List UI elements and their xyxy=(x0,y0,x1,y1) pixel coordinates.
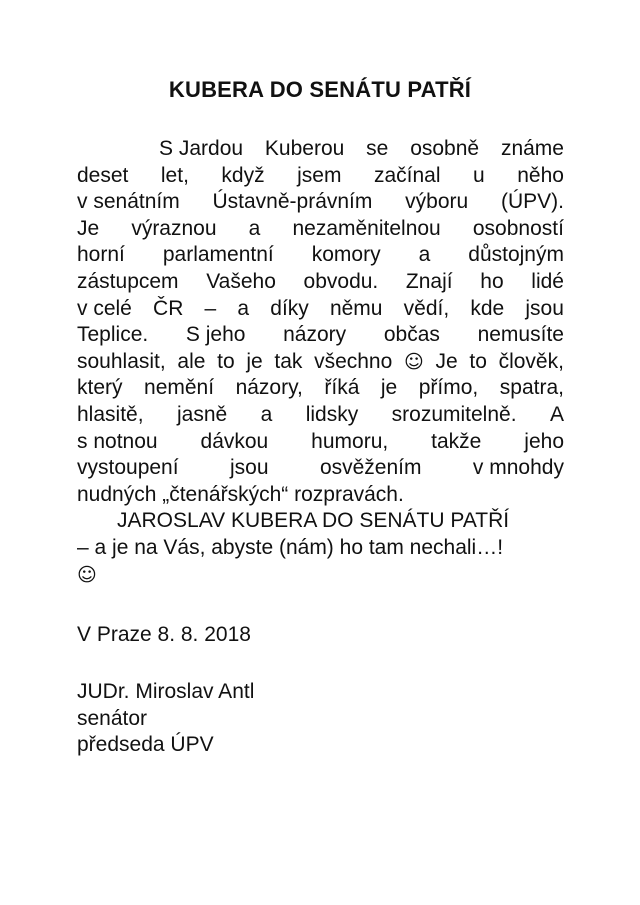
word: člověk, xyxy=(498,349,564,373)
word: dávkou xyxy=(200,429,269,453)
word: ale xyxy=(177,349,206,373)
word: říká xyxy=(324,376,360,400)
paragraph-1-line xyxy=(77,136,564,163)
word: a xyxy=(237,296,250,320)
word: je xyxy=(380,376,398,400)
word: je xyxy=(246,349,263,373)
word: S jeho xyxy=(185,323,246,347)
paragraph-2-second-line: – a je na Vás, abyste (nám) ho tam nechali…! xyxy=(77,535,504,559)
paragraph-1-line xyxy=(77,242,564,269)
word: (ÚPV). xyxy=(500,190,564,214)
paragraph-1-line xyxy=(77,375,564,402)
word: spatra, xyxy=(499,376,564,400)
word: komory xyxy=(311,243,381,267)
word: všechno xyxy=(314,349,393,373)
paragraph-2-heading: JAROSLAV KUBERA DO SENÁTU PATŘÍ xyxy=(117,509,510,533)
smiley-icon: ☺ xyxy=(403,350,424,373)
word: se xyxy=(366,137,389,160)
word: to xyxy=(217,349,235,373)
word: výraznou xyxy=(131,216,217,240)
word: srozumitelně. xyxy=(391,402,517,426)
paragraph-1-line xyxy=(77,455,564,482)
word: názory, xyxy=(235,376,303,400)
word: Vašeho xyxy=(206,269,276,293)
letter-body xyxy=(77,136,564,588)
date-line: V Praze 8. 8. 2018 xyxy=(77,623,251,646)
word: díky xyxy=(270,296,309,320)
word: Kuberou xyxy=(264,137,345,160)
word: názory xyxy=(283,323,347,347)
word: S Jardou xyxy=(159,137,244,160)
word: ho xyxy=(480,269,504,293)
word: v mnohdy xyxy=(472,456,564,480)
word: důstojným xyxy=(468,243,564,267)
word: s notnou xyxy=(77,429,158,453)
word: a xyxy=(418,243,431,267)
word: lidsky xyxy=(305,402,359,426)
word: výboru xyxy=(405,190,469,214)
word: když xyxy=(221,163,265,187)
word: lidé xyxy=(531,269,564,293)
word: zástupcem xyxy=(77,269,179,293)
paragraph-2-first-line xyxy=(77,508,564,535)
word: občas xyxy=(383,323,440,347)
word: jsou xyxy=(230,456,269,480)
paragraph-2-smiley xyxy=(77,562,564,589)
word: nemusíte xyxy=(477,323,564,347)
signatory-position: předseda ÚPV xyxy=(77,733,214,756)
word: něho xyxy=(517,163,564,187)
paragraph-1-line xyxy=(77,269,564,296)
word: to xyxy=(469,349,487,373)
paragraph-1-line xyxy=(77,429,564,456)
word: který xyxy=(77,376,123,400)
paragraph-1-line xyxy=(77,349,564,376)
word: humoru, xyxy=(311,429,389,453)
word: jeho xyxy=(524,429,564,453)
word: Je xyxy=(77,216,100,240)
word: Ústavně-právním xyxy=(212,190,373,214)
word: u xyxy=(473,163,485,187)
word: a xyxy=(260,402,273,426)
word: nezaměnitelnou xyxy=(292,216,441,240)
word: takže xyxy=(431,429,482,453)
word: kde xyxy=(470,296,505,320)
word: – xyxy=(204,296,217,320)
signature-block xyxy=(77,679,254,759)
paragraph-1-line xyxy=(77,322,564,349)
paragraph-1-line xyxy=(77,296,564,323)
word: A xyxy=(549,402,564,426)
word: a xyxy=(248,216,261,240)
smiley-icon: ☺ xyxy=(77,563,97,586)
word: parlamentní xyxy=(162,243,274,267)
paragraph-1-last-line: nudných „čtenářských“ rozpravách. xyxy=(77,482,404,506)
word: vědí, xyxy=(403,296,450,320)
word: nemění xyxy=(144,376,215,400)
word: v senátním xyxy=(77,190,180,214)
word: osobností xyxy=(472,216,564,240)
paragraph-1-line xyxy=(77,163,564,190)
paragraph-1 xyxy=(77,136,564,482)
word: hlasitě, xyxy=(77,402,144,426)
word: v celé xyxy=(77,296,132,320)
signatory-role: senátor xyxy=(77,706,148,730)
word: vystoupení xyxy=(77,456,179,480)
word: osvěžením xyxy=(319,456,422,480)
word: jsou xyxy=(525,296,564,320)
word: začínal xyxy=(373,163,441,187)
word: obvodu. xyxy=(303,269,379,293)
paragraph-1-line xyxy=(77,189,564,216)
word: Teplice. xyxy=(77,323,149,347)
word: známe xyxy=(500,137,564,160)
word: ČR xyxy=(153,296,184,320)
word: jsem xyxy=(297,163,342,187)
document-title: KUBERA DO SENÁTU PATŘÍ xyxy=(168,77,472,102)
word: horní xyxy=(77,243,125,267)
word: souhlasit, xyxy=(77,349,166,373)
word: Znají xyxy=(405,269,453,293)
word: deset xyxy=(77,163,129,187)
word: tak xyxy=(274,349,303,373)
signatory-name: JUDr. Miroslav Antl xyxy=(77,680,255,703)
word: jasně xyxy=(176,402,228,426)
word: přímo, xyxy=(418,376,479,400)
paragraph-1-line xyxy=(77,402,564,429)
word: Je xyxy=(435,349,458,373)
word: němu xyxy=(329,296,383,320)
word: let, xyxy=(160,163,189,187)
paragraph-1-line xyxy=(77,216,564,243)
word: osobně xyxy=(410,137,480,160)
